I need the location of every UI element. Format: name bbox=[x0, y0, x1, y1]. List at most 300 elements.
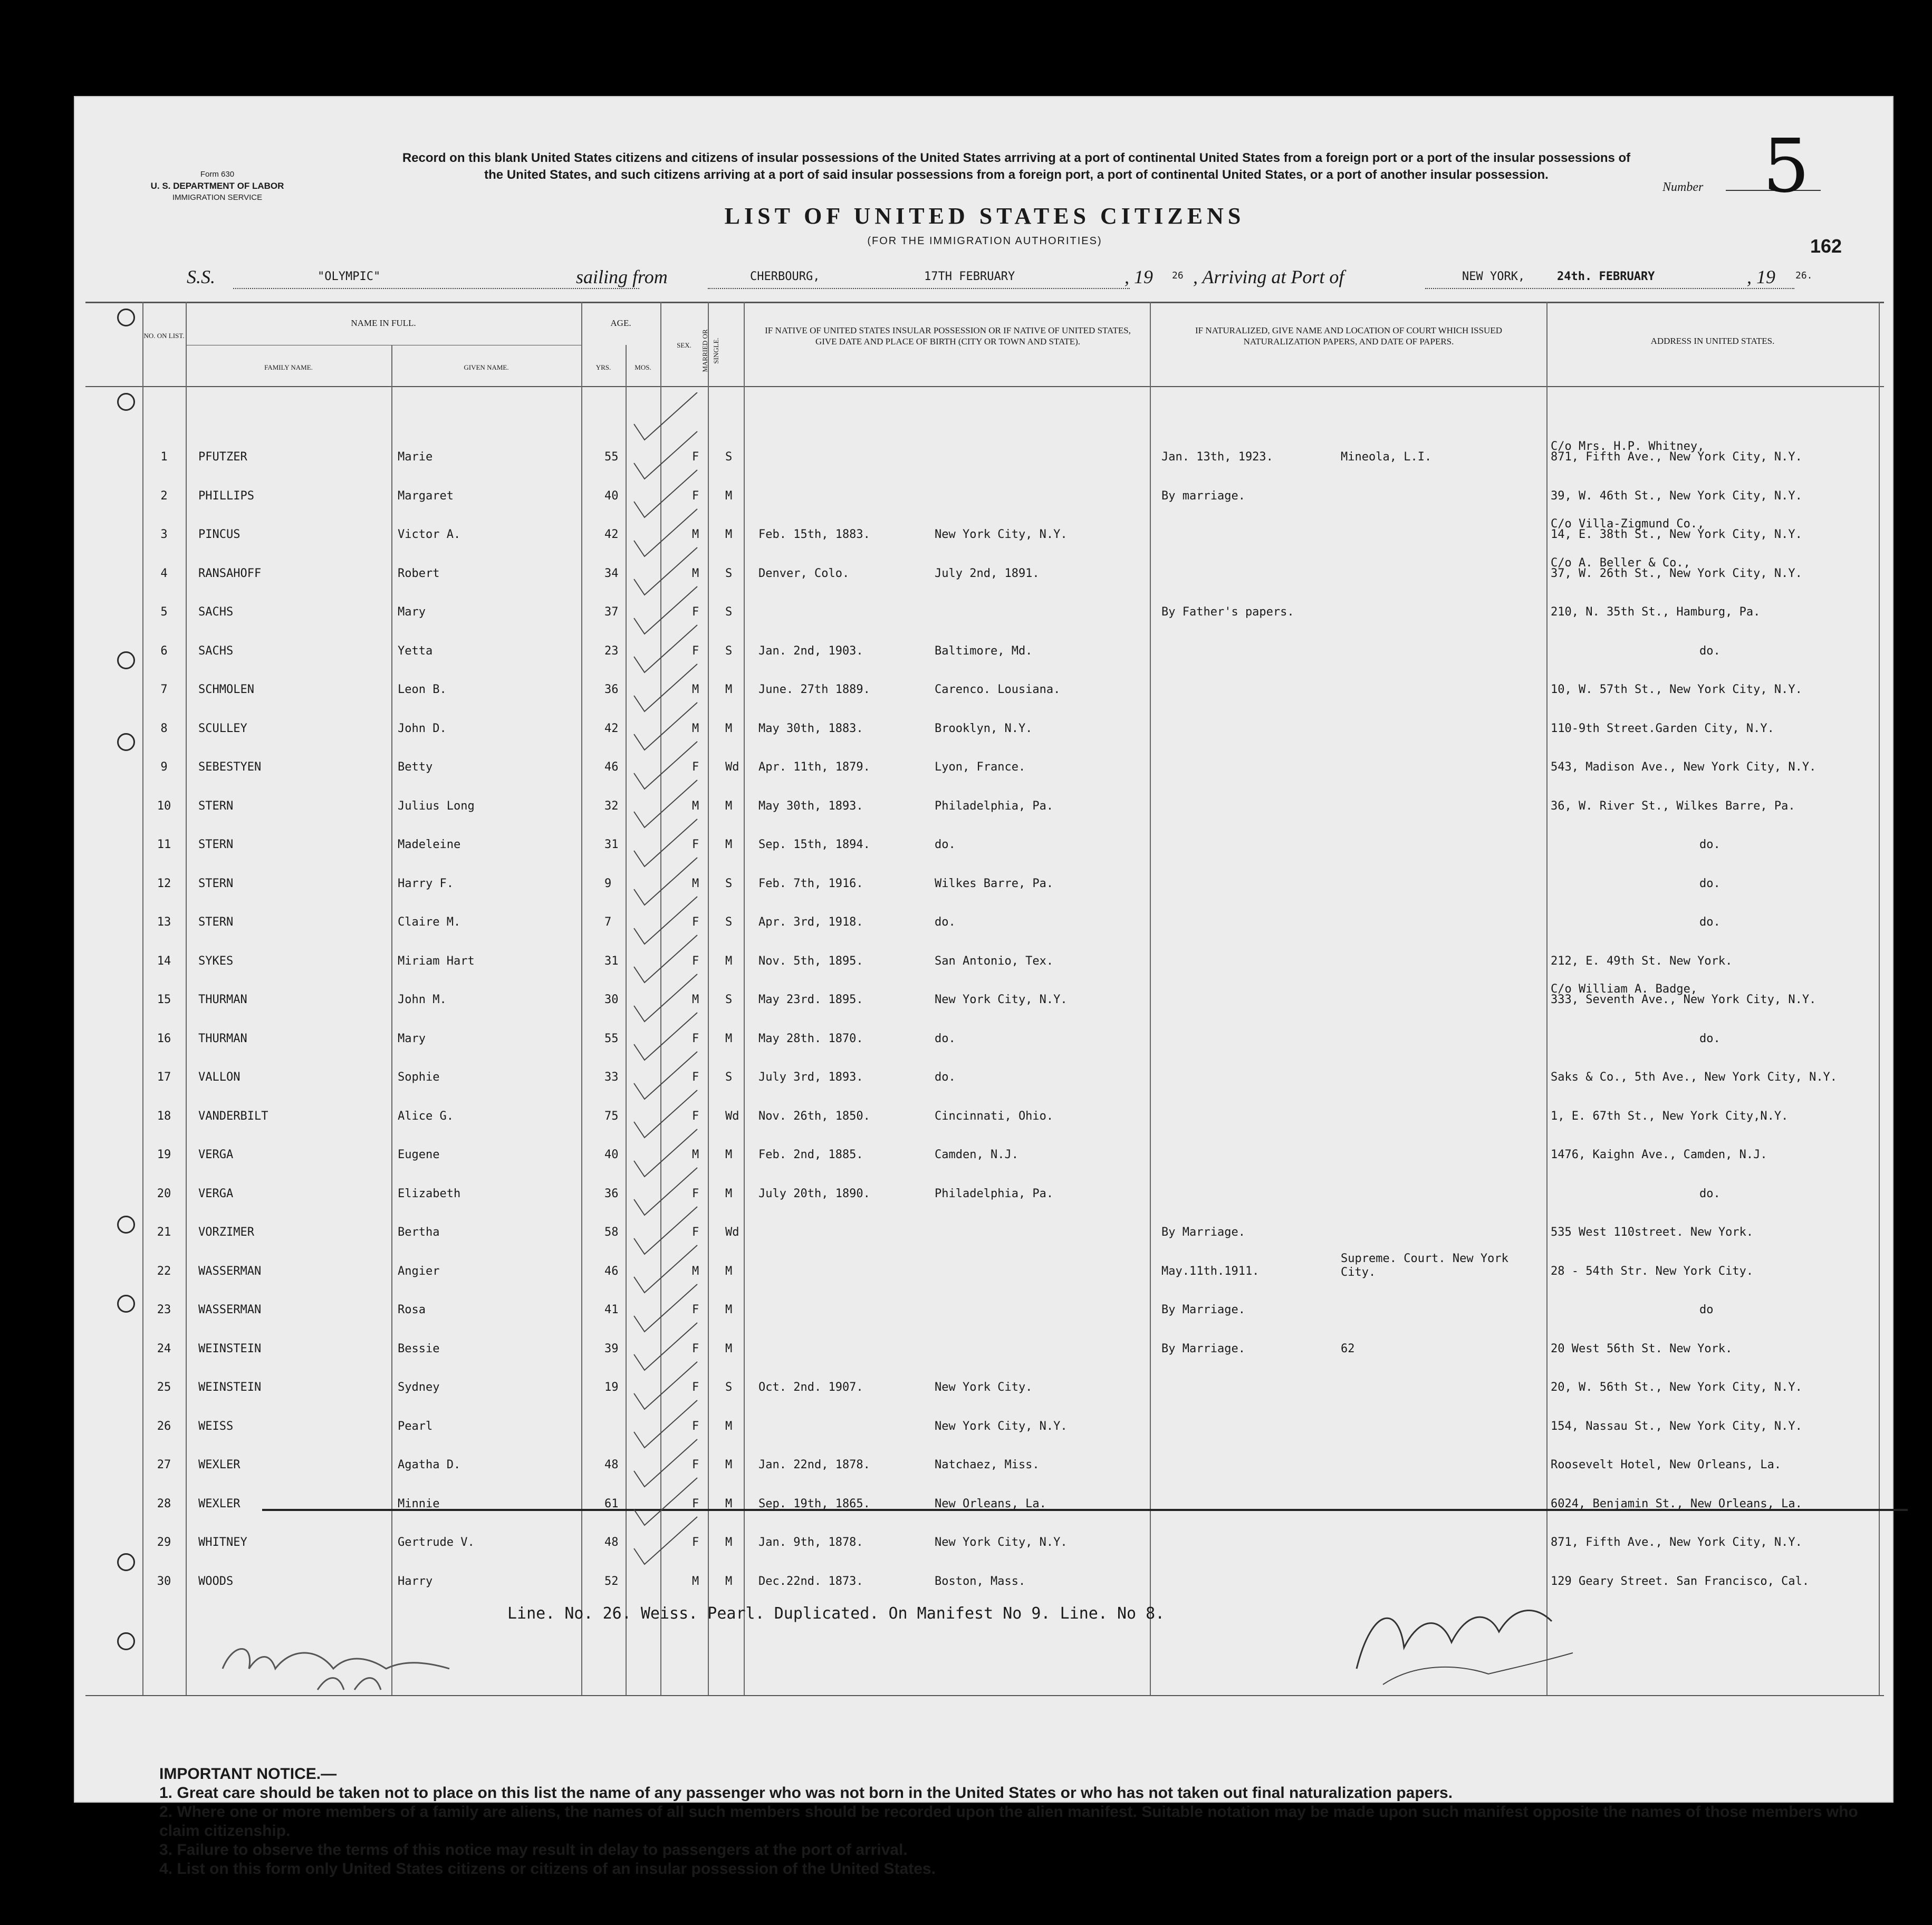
family-name: SYKES bbox=[198, 955, 234, 968]
marital-status: S bbox=[725, 605, 733, 619]
address-line-2: 10, W. 57th St., New York City, N.Y. bbox=[1551, 683, 1802, 696]
family-name: STERN bbox=[198, 916, 234, 929]
birth-date: Jan. 22nd, 1878. bbox=[758, 1458, 870, 1471]
marital-status: M bbox=[725, 489, 733, 503]
birth-date: May 30th, 1893. bbox=[758, 800, 863, 813]
marital-status: S bbox=[725, 916, 733, 929]
given-name: Mary bbox=[398, 1032, 426, 1045]
notice-item-2: 2. Where one or more members of a family are aliens, the names of all such members should be recorded upon the alien manifest. Suitable notation may be made upon such manifest opposite the names of those members who claim citizenship. bbox=[159, 1803, 1858, 1840]
given-name: John M. bbox=[398, 993, 447, 1006]
birth-date: Apr. 3rd, 1918. bbox=[758, 916, 863, 929]
family-name: WASSERMAN bbox=[198, 1303, 262, 1316]
row-number: 11 bbox=[157, 838, 171, 851]
family-name: STERN bbox=[198, 838, 234, 851]
inspector-signature bbox=[212, 1637, 528, 1695]
ship-line bbox=[233, 288, 639, 289]
birth-date: July 3rd, 1893. bbox=[758, 1071, 863, 1084]
age-years: 52 bbox=[604, 1575, 619, 1588]
address-line-2: do. bbox=[1699, 877, 1720, 890]
arrival-port: NEW YORK, bbox=[1462, 270, 1525, 283]
birth-place: do. bbox=[935, 1032, 956, 1045]
age-years: 7 bbox=[604, 916, 612, 929]
birth-date: July 20th, 1890. bbox=[758, 1187, 870, 1200]
year-label-2: , 19 bbox=[1747, 266, 1775, 287]
given-name: Claire M. bbox=[398, 916, 461, 929]
address-line-2: do. bbox=[1699, 644, 1720, 658]
birth-date: Feb. 2nd, 1885. bbox=[758, 1148, 863, 1161]
age-years: 61 bbox=[604, 1497, 619, 1510]
sex: M bbox=[692, 683, 699, 696]
sex: M bbox=[692, 528, 699, 541]
marital-status: M bbox=[725, 528, 733, 541]
address-line-2: do. bbox=[1699, 1187, 1720, 1200]
marital-status: S bbox=[725, 567, 733, 580]
birth-place: do. bbox=[935, 916, 956, 929]
family-name: PHILLIPS bbox=[198, 489, 254, 503]
family-name: VALLON bbox=[198, 1071, 241, 1084]
sex: F bbox=[692, 1032, 699, 1045]
form-identifier bbox=[138, 169, 296, 204]
marital-status: M bbox=[725, 683, 733, 696]
family-name: WEINSTEIN bbox=[198, 1381, 262, 1394]
row-number: 9 bbox=[160, 761, 168, 774]
naturalization-court: 62 bbox=[1341, 1342, 1355, 1355]
birth-date: May 30th, 1883. bbox=[758, 722, 863, 735]
check-marks bbox=[629, 392, 766, 1669]
age-years: 46 bbox=[604, 1265, 619, 1278]
address-line-2: 212, E. 49th St. New York. bbox=[1551, 955, 1733, 968]
marital-status: M bbox=[725, 955, 733, 968]
form-number: Form 630 bbox=[200, 170, 235, 179]
age-years: 55 bbox=[604, 450, 619, 464]
age-years: 40 bbox=[604, 489, 619, 503]
arriving-label: , Arriving at Port of bbox=[1193, 266, 1344, 287]
family-name: WEXLER bbox=[198, 1458, 241, 1471]
birth-date: May 28th. 1870. bbox=[758, 1032, 863, 1045]
sex: M bbox=[692, 1575, 699, 1588]
address-line-2: 39, W. 46th St., New York City, N.Y. bbox=[1551, 489, 1802, 503]
row-number: 17 bbox=[157, 1071, 171, 1084]
birth-place: Carenco. Lousiana. bbox=[935, 683, 1061, 696]
family-name: RANSAHOFF bbox=[198, 567, 262, 580]
marital-status: S bbox=[725, 993, 733, 1006]
age-years: 48 bbox=[604, 1458, 619, 1471]
address-line-2: 20 West 56th St. New York. bbox=[1551, 1342, 1733, 1355]
family-name: PFUTZER bbox=[198, 450, 247, 464]
family-name: WEISS bbox=[198, 1420, 234, 1433]
sex: F bbox=[692, 1187, 699, 1200]
family-name: VORZIMER bbox=[198, 1226, 254, 1239]
sex: F bbox=[692, 916, 699, 929]
address-line-2: 20, W. 56th St., New York City, N.Y. bbox=[1551, 1381, 1802, 1394]
marital-status: M bbox=[725, 1148, 733, 1161]
row-number: 28 bbox=[157, 1497, 171, 1510]
col-head-age: AGE. bbox=[610, 318, 631, 328]
row-number: 8 bbox=[160, 722, 168, 735]
binding-hole bbox=[117, 1632, 135, 1650]
birth-place: Cincinnati, Ohio. bbox=[935, 1110, 1054, 1123]
col-head-mos: MOS. bbox=[635, 363, 651, 371]
address-line-2: 1476, Kaighn Ave., Camden, N.J. bbox=[1551, 1148, 1767, 1161]
row-number: 22 bbox=[157, 1265, 171, 1278]
page-number: 162 bbox=[1810, 235, 1842, 257]
age-years: 32 bbox=[604, 800, 619, 813]
naturalization-court: Supreme. Court. New York City. bbox=[1341, 1252, 1508, 1279]
col-head-yrs: YRS. bbox=[595, 363, 611, 371]
check-mark bbox=[634, 392, 697, 440]
document-title: LIST OF UNITED STATES CITIZENS bbox=[724, 203, 1245, 229]
address-line-1: C/o William A. Badge, bbox=[1551, 983, 1698, 996]
birth-date: Oct. 2nd. 1907. bbox=[758, 1381, 863, 1394]
birth-date: Dec.22nd. 1873. bbox=[758, 1575, 863, 1588]
col-head-family: FAMILY NAME. bbox=[264, 363, 313, 371]
row-number: 4 bbox=[160, 567, 168, 580]
address-line-2: do. bbox=[1699, 1032, 1720, 1045]
sex: F bbox=[692, 838, 699, 851]
col-divider-given bbox=[391, 345, 392, 1695]
sex: F bbox=[692, 1303, 699, 1316]
family-name: VERGA bbox=[198, 1187, 234, 1200]
address-line-2: 6024, Benjamin St., New Orleans, La. bbox=[1551, 1497, 1802, 1510]
given-name: Julius Long bbox=[398, 800, 475, 813]
birth-place: Boston, Mass. bbox=[935, 1575, 1026, 1588]
binding-hole bbox=[117, 393, 135, 411]
sex: M bbox=[692, 722, 699, 735]
family-name: THURMAN bbox=[198, 1032, 247, 1045]
birth-place: New York City, N.Y. bbox=[935, 528, 1068, 541]
birth-place: July 2nd, 1891. bbox=[935, 567, 1040, 580]
marital-status: M bbox=[725, 1303, 733, 1316]
given-name: Miriam Hart bbox=[398, 955, 475, 968]
birth-place: New York City, N.Y. bbox=[935, 993, 1068, 1006]
binding-hole bbox=[117, 309, 135, 326]
sex: F bbox=[692, 644, 699, 658]
age-years: 34 bbox=[604, 567, 619, 580]
marital-status: M bbox=[725, 838, 733, 851]
birth-place: Natchaez, Miss. bbox=[935, 1458, 1040, 1471]
row-number: 14 bbox=[157, 955, 171, 968]
family-name: SCHMOLEN bbox=[198, 683, 254, 696]
family-name: VERGA bbox=[198, 1148, 234, 1161]
departure-date: 17TH FEBRUARY bbox=[924, 270, 1015, 283]
naturalization-date: May.11th.1911. bbox=[1161, 1265, 1260, 1278]
row-number: 7 bbox=[160, 683, 168, 696]
address-line-2: 210, N. 35th St., Hamburg, Pa. bbox=[1551, 605, 1761, 619]
family-name: WHITNEY bbox=[198, 1536, 247, 1549]
address-line-2: 871, Fifth Ave., New York City, N.Y. bbox=[1551, 450, 1802, 464]
birth-date: Feb. 7th, 1916. bbox=[758, 877, 863, 890]
row-number: 3 bbox=[160, 528, 168, 541]
family-name: WASSERMAN bbox=[198, 1265, 262, 1278]
birth-place: Brooklyn, N.Y. bbox=[935, 722, 1033, 735]
address-line-2: 37, W. 26th St., New York City, N.Y. bbox=[1551, 567, 1802, 580]
col-head-address: ADDRESS IN UNITED STATES. bbox=[1650, 336, 1775, 346]
family-name: SACHS bbox=[198, 644, 234, 658]
birth-place: New York City, N.Y. bbox=[935, 1420, 1068, 1433]
address-line-2: 535 West 110street. New York. bbox=[1551, 1226, 1754, 1239]
duplicate-note: Line. No. 26. Weiss. Pearl. Duplicated. On Manifest No 9. Line. No 8. bbox=[507, 1604, 1165, 1623]
naturalization-court: Mineola, L.I. bbox=[1341, 450, 1432, 464]
col-divider-family bbox=[186, 302, 187, 1695]
given-name: Rosa bbox=[398, 1303, 426, 1316]
sex: F bbox=[692, 1536, 699, 1549]
row-number: 5 bbox=[160, 605, 168, 619]
table-top-border bbox=[85, 302, 1884, 303]
age-years: 30 bbox=[604, 993, 619, 1006]
col-divider-address bbox=[1546, 302, 1547, 1695]
age-years: 41 bbox=[604, 1303, 619, 1316]
birth-place: do. bbox=[935, 838, 956, 851]
family-name: THURMAN bbox=[198, 993, 247, 1006]
manifest-number: 5 bbox=[1763, 123, 1810, 209]
departure-line bbox=[708, 288, 1130, 289]
address-line-1: C/o Mrs. H.P. Whitney, bbox=[1551, 440, 1705, 453]
given-name: Marie bbox=[398, 450, 433, 464]
department-name: U. S. DEPARTMENT OF LABOR bbox=[150, 181, 284, 191]
marital-status: M bbox=[725, 1497, 733, 1510]
birth-date: May 23rd. 1895. bbox=[758, 993, 863, 1006]
row-number: 16 bbox=[157, 1032, 171, 1045]
year-label-1: , 19 bbox=[1124, 266, 1153, 287]
row-number: 21 bbox=[157, 1226, 171, 1239]
given-name: Harry F. bbox=[398, 877, 454, 890]
row-number: 18 bbox=[157, 1110, 171, 1123]
age-years: 48 bbox=[604, 1536, 619, 1549]
marital-status: M bbox=[725, 722, 733, 735]
document-subtitle: (FOR THE IMMIGRATION AUTHORITIES) bbox=[867, 235, 1102, 247]
row-number: 13 bbox=[157, 916, 171, 929]
family-name: VANDERBILT bbox=[198, 1110, 268, 1123]
birth-place: Lyon, France. bbox=[935, 761, 1026, 774]
sex: F bbox=[692, 450, 699, 464]
given-name: Leon B. bbox=[398, 683, 447, 696]
marital-status: M bbox=[725, 1536, 733, 1549]
service-name: IMMIGRATION SERVICE bbox=[172, 193, 263, 202]
birth-place: Philadelphia, Pa. bbox=[935, 1187, 1054, 1200]
marital-status: M bbox=[725, 1575, 733, 1588]
address-line-2: 28 - 54th Str. New York City. bbox=[1551, 1265, 1754, 1278]
row-number: 23 bbox=[157, 1303, 171, 1316]
marital-status: Wd bbox=[725, 1110, 739, 1123]
marital-status: Wd bbox=[725, 1226, 739, 1239]
purser-signature bbox=[1351, 1584, 1589, 1690]
family-name: SACHS bbox=[198, 605, 234, 619]
address-line-2: 36, W. River St., Wilkes Barre, Pa. bbox=[1551, 800, 1795, 813]
birth-place: Wilkes Barre, Pa. bbox=[935, 877, 1054, 890]
sex: F bbox=[692, 1381, 699, 1394]
given-name: Pearl bbox=[398, 1420, 433, 1433]
departure-year: 26 bbox=[1172, 270, 1184, 281]
given-name: Robert bbox=[398, 567, 440, 580]
address-line-2: 1, E. 67th St., New York City,N.Y. bbox=[1551, 1110, 1789, 1123]
birth-place: New Orleans, La. bbox=[935, 1497, 1046, 1510]
sex: F bbox=[692, 605, 699, 619]
age-years: 37 bbox=[604, 605, 619, 619]
col-divider-right bbox=[1879, 302, 1880, 1695]
row-number: 19 bbox=[157, 1148, 171, 1161]
age-years: 58 bbox=[604, 1226, 619, 1239]
family-name: PINCUS bbox=[198, 528, 241, 541]
sex: M bbox=[692, 1265, 699, 1278]
age-years: 36 bbox=[604, 683, 619, 696]
marital-status: S bbox=[725, 877, 733, 890]
address-line-1: C/o Villa-Zigmund Co., bbox=[1551, 517, 1705, 531]
address-line-2: 871, Fifth Ave., New York City, N.Y. bbox=[1551, 1536, 1802, 1549]
binding-hole bbox=[117, 733, 135, 751]
given-name: Minnie bbox=[398, 1497, 440, 1510]
age-years: 36 bbox=[604, 1187, 619, 1200]
sex: M bbox=[692, 993, 699, 1006]
sex: F bbox=[692, 1226, 699, 1239]
age-years: 39 bbox=[604, 1342, 619, 1355]
given-name: Bessie bbox=[398, 1342, 440, 1355]
notice-item-3: 3. Failure to observe the terms of this notice may result in delay to passengers at the port of arrival. bbox=[159, 1841, 908, 1859]
address-line-2: Saks & Co., 5th Ave., New York City, N.Y. bbox=[1551, 1071, 1838, 1084]
header-bottom-border bbox=[85, 386, 1884, 387]
record-notice: Record on this blank United States citizens and citizens of insular possessions of the United States arrriving at a port of continental United States from a foreign port or a port of the insular possessions of the United States, and such citizens arriving at a port of said insular possessions from a foreign port, a port of continental United States, or a port of another insular possession. bbox=[402, 151, 1631, 182]
age-years: 19 bbox=[604, 1381, 619, 1394]
given-name: John D. bbox=[398, 722, 447, 735]
notice-item-4: 4. List on this form only United States citizens or citizens of an insular possession of the United States. bbox=[159, 1860, 936, 1878]
sailing-label: sailing from bbox=[576, 266, 668, 287]
given-name: Alice G. bbox=[398, 1110, 454, 1123]
binding-hole bbox=[117, 1553, 135, 1571]
birth-date: Jan. 9th, 1878. bbox=[758, 1536, 863, 1549]
naturalization-date: By Marriage. bbox=[1161, 1342, 1245, 1355]
age-years: 46 bbox=[604, 761, 619, 774]
naturalization-date: By marriage. bbox=[1161, 489, 1245, 503]
row-number: 26 bbox=[157, 1420, 171, 1433]
row-number: 24 bbox=[157, 1342, 171, 1355]
notice-heading: IMPORTANT NOTICE.— bbox=[159, 1765, 337, 1783]
table-bottom-border bbox=[85, 1695, 1884, 1696]
given-name: Mary bbox=[398, 605, 426, 619]
marital-status: M bbox=[725, 1420, 733, 1433]
address-line-2: 110-9th Street.Garden City, N.Y. bbox=[1551, 722, 1774, 735]
row-number: 29 bbox=[157, 1536, 171, 1549]
row-number: 1 bbox=[160, 450, 168, 464]
birth-place: Baltimore, Md. bbox=[935, 644, 1033, 658]
row-number: 25 bbox=[157, 1381, 171, 1394]
age-years: 9 bbox=[604, 877, 612, 890]
age-years: 33 bbox=[604, 1071, 619, 1084]
row-number: 27 bbox=[157, 1458, 171, 1471]
binding-hole bbox=[117, 1216, 135, 1234]
col-head-birth: IF NATIVE OF UNITED STATES INSULAR POSSESSION OR IF NATIVE OF UNITED STATES, GIVE DATE AND PLACE OF BIRTH (CITY OR TOWN AND STATE). bbox=[765, 325, 1131, 346]
ship-name: "OLYMPIC" bbox=[318, 270, 381, 283]
row-number: 2 bbox=[160, 489, 168, 503]
address-line-2: 543, Madison Ave., New York City, N.Y. bbox=[1551, 761, 1816, 774]
col-head-name: NAME IN FULL. bbox=[351, 318, 416, 328]
given-name: Gertrude V. bbox=[398, 1536, 475, 1549]
marital-status: M bbox=[725, 1265, 733, 1278]
birth-place: New York City. bbox=[935, 1381, 1033, 1394]
family-name: WEINSTEIN bbox=[198, 1342, 262, 1355]
address-line-2: do. bbox=[1699, 916, 1720, 929]
marital-status: M bbox=[725, 1458, 733, 1471]
given-name: Harry bbox=[398, 1575, 433, 1588]
sex: M bbox=[692, 1148, 699, 1161]
row-number: 30 bbox=[157, 1575, 171, 1588]
row-number: 15 bbox=[157, 993, 171, 1006]
birth-date: June. 27th 1889. bbox=[758, 683, 870, 696]
family-name: WOODS bbox=[198, 1575, 234, 1588]
family-name: STERN bbox=[198, 800, 234, 813]
family-name: SCULLEY bbox=[198, 722, 247, 735]
arrival-date: 24th. FEBRUARY bbox=[1557, 270, 1655, 283]
given-name: Bertha bbox=[398, 1226, 440, 1239]
marital-status: S bbox=[725, 644, 733, 658]
birth-place: New York City, N.Y. bbox=[935, 1536, 1068, 1549]
age-years: 42 bbox=[604, 722, 619, 735]
binding-hole bbox=[117, 1295, 135, 1313]
col-head-sex: SEX. bbox=[677, 341, 691, 349]
naturalization-date: Jan. 13th, 1923. bbox=[1161, 450, 1273, 464]
sex: F bbox=[692, 1071, 699, 1084]
notice-item-1: 1. Great care should be taken not to place on this list the name of any passenger who was not born in the United States or who has not taken out final naturalization papers. bbox=[159, 1784, 1453, 1802]
row-number: 20 bbox=[157, 1187, 171, 1200]
naturalization-date: By Father's papers. bbox=[1161, 605, 1294, 619]
address-line-2: do bbox=[1699, 1303, 1714, 1316]
marital-status: M bbox=[725, 1342, 733, 1355]
marital-status: M bbox=[725, 1032, 733, 1045]
marital-status: S bbox=[725, 1071, 733, 1084]
address-line-2: 333, Seventh Ave., New York City, N.Y. bbox=[1551, 993, 1816, 1006]
marital-status: Wd bbox=[725, 761, 739, 774]
address-line-1: C/o A. Beller & Co., bbox=[1551, 556, 1690, 570]
address-line-2: 129 Geary Street. San Francisco, Cal. bbox=[1551, 1575, 1810, 1588]
given-name: Sydney bbox=[398, 1381, 440, 1394]
given-name: Angier bbox=[398, 1265, 440, 1278]
arrival-year: 26. bbox=[1795, 270, 1813, 281]
row-number: 6 bbox=[160, 644, 168, 658]
family-name: SEBESTYEN bbox=[198, 761, 262, 774]
family-name: STERN bbox=[198, 877, 234, 890]
birth-date: Sep. 19th, 1865. bbox=[758, 1497, 870, 1510]
departure-port: CHERBOURG, bbox=[750, 270, 820, 283]
given-name: Agatha D. bbox=[398, 1458, 461, 1471]
birth-date: Nov. 5th, 1895. bbox=[758, 955, 863, 968]
col-head-married: MARRIED OR SINGLE. bbox=[701, 329, 720, 372]
binding-hole bbox=[117, 651, 135, 669]
sex: M bbox=[692, 800, 699, 813]
sex: F bbox=[692, 761, 699, 774]
given-name: Betty bbox=[398, 761, 433, 774]
birth-date: Jan. 2nd, 1903. bbox=[758, 644, 863, 658]
birth-date: Denver, Colo. bbox=[758, 567, 850, 580]
col-divider-age bbox=[581, 302, 582, 1695]
birth-place: Philadelphia, Pa. bbox=[935, 800, 1054, 813]
birth-place: San Antonio, Tex. bbox=[935, 955, 1054, 968]
naturalization-date: By Marriage. bbox=[1161, 1303, 1245, 1316]
age-years: 42 bbox=[604, 528, 619, 541]
age-years: 40 bbox=[604, 1148, 619, 1161]
birth-date: Feb. 15th, 1883. bbox=[758, 528, 870, 541]
given-name: Elizabeth bbox=[398, 1187, 461, 1200]
given-name: Madeleine bbox=[398, 838, 461, 851]
col-divider-mos bbox=[626, 345, 627, 1695]
birth-date: Apr. 11th, 1879. bbox=[758, 761, 870, 774]
address-line-2: Roosevelt Hotel, New Orleans, La. bbox=[1551, 1458, 1782, 1471]
col-head-no: NO. ON LIST. bbox=[143, 332, 185, 340]
marital-status: S bbox=[725, 450, 733, 464]
birth-date: Sep. 15th, 1894. bbox=[758, 838, 870, 851]
number-label: Number bbox=[1662, 180, 1704, 194]
sex: F bbox=[692, 1497, 699, 1510]
col-head-given: GIVEN NAME. bbox=[464, 363, 509, 371]
birth-place: do. bbox=[935, 1071, 956, 1084]
naturalization-date: By Marriage. bbox=[1161, 1226, 1245, 1239]
